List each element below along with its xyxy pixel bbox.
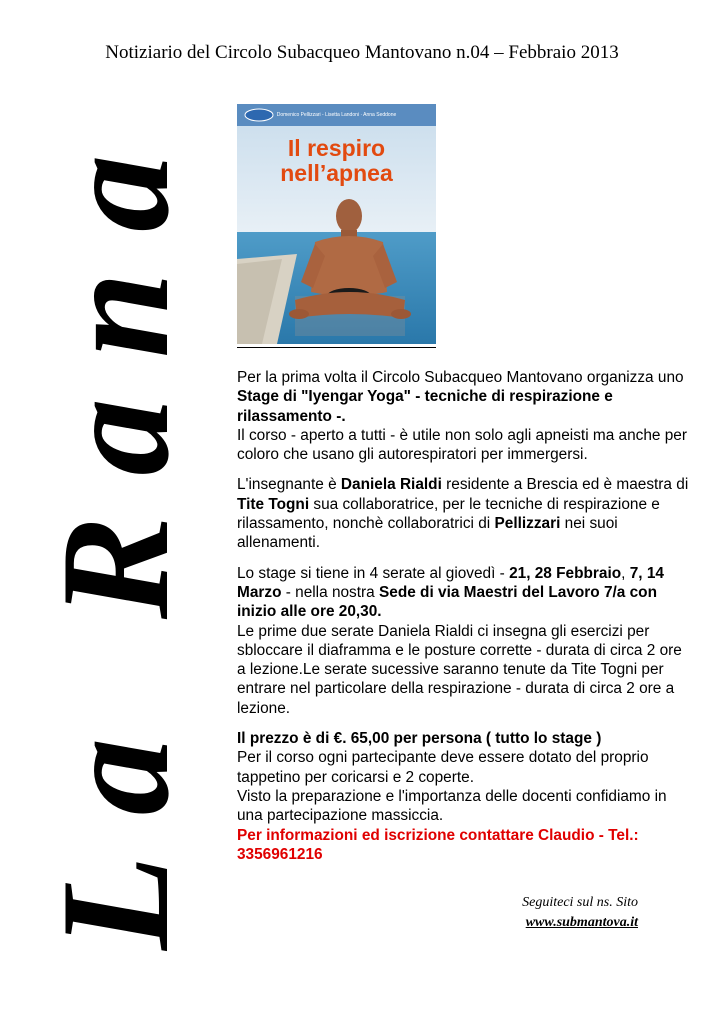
- february-dates: 21, 28 Febbraio: [509, 564, 622, 582]
- intro-text: Per la prima volta il Circolo Subacqueo Mantovano organizza uno: [237, 369, 684, 386]
- stage-title: Stage di "Iyengar Yoga" - tecniche di respirazione e rilassamento -.: [237, 388, 613, 425]
- cover-title: [237, 136, 436, 186]
- footer: [522, 893, 638, 933]
- contact-info: Per informazioni ed iscrizione contattare Claudio - Tel.: 3356961216: [237, 826, 639, 863]
- teacher-text: L'insegnante è: [237, 476, 341, 494]
- cover-title-line1: Il respiro: [287, 135, 386, 161]
- schedule-paragraph: [237, 564, 692, 718]
- cover-title-line2: nell’apnea: [280, 160, 393, 186]
- teacher-paragraph: [237, 475, 692, 552]
- schedule-text: ,: [621, 564, 630, 582]
- collaborator-name: Pellizzari: [494, 515, 561, 533]
- price-paragraph: [237, 729, 692, 864]
- equipment-note: Per il corso ogni partecipante deve essere dotato del proprio tappetino per coricarsi e 2 coperte.: [237, 749, 649, 786]
- course-description: Il corso - aperto a tutti - è utile non solo agli apneisti ma anche per coloro che usano gli autorespiratori per immergersi.: [237, 426, 687, 464]
- lessons-description: Le prime due serate Daniela Rialdi ci insegna gli esercizi per sbloccare il diaframma e le posture corrette - durata di circa 2 ore a lezione.Le serate sucessive saranno tenute da Tite Togni per entrare nel particolare della respirazione - durata di circa 2 ore a lezione.: [237, 622, 682, 717]
- price-line: Il prezzo è di €. 65,00 per persona ( tutto lo stage ): [237, 730, 602, 748]
- newsletter-header: Notiziario del Circolo Subacqueo Mantovano n.04 – Febbraio 2013: [105, 42, 619, 63]
- cover-divider: [237, 347, 436, 348]
- teacher-text: nei suoi allenamenti.: [237, 515, 618, 552]
- march-dates: 7, 14 Marzo: [237, 564, 664, 601]
- participation-note: Visto la preparazione e l'importanza delle docenti confidiamo in una partecipazione massiccia.: [237, 787, 667, 825]
- article-body: [237, 368, 692, 875]
- venue-and-time: Sede di via Maestri del Lavoro 7/a con inizio alle ore 20,30.: [237, 583, 657, 621]
- teacher-text: residente a Brescia ed è maestra di: [441, 476, 689, 494]
- masthead-title: La Rana: [29, 114, 201, 950]
- follow-text: Seguiteci sul ns. Sito: [522, 895, 638, 910]
- assistant-name: Tite Togni: [237, 495, 310, 513]
- cover-authors: Domenico Pellizzari - Lisetta Landoni · Anna Seddone: [276, 112, 397, 118]
- book-cover-image: [237, 104, 436, 344]
- schedule-text: Lo stage si tiene in 4 serate al giovedì -: [237, 564, 510, 582]
- teacher-text: sua collaboratrice, per le tecniche di respirazione e rilassamento, nonchè collaboratrici di: [237, 495, 660, 533]
- teacher-name: Daniela Rialdi: [340, 476, 442, 494]
- website-link[interactable]: www.submantova.it: [525, 915, 638, 930]
- intro-paragraph: [237, 368, 692, 464]
- schedule-text: - nella nostra: [281, 583, 379, 601]
